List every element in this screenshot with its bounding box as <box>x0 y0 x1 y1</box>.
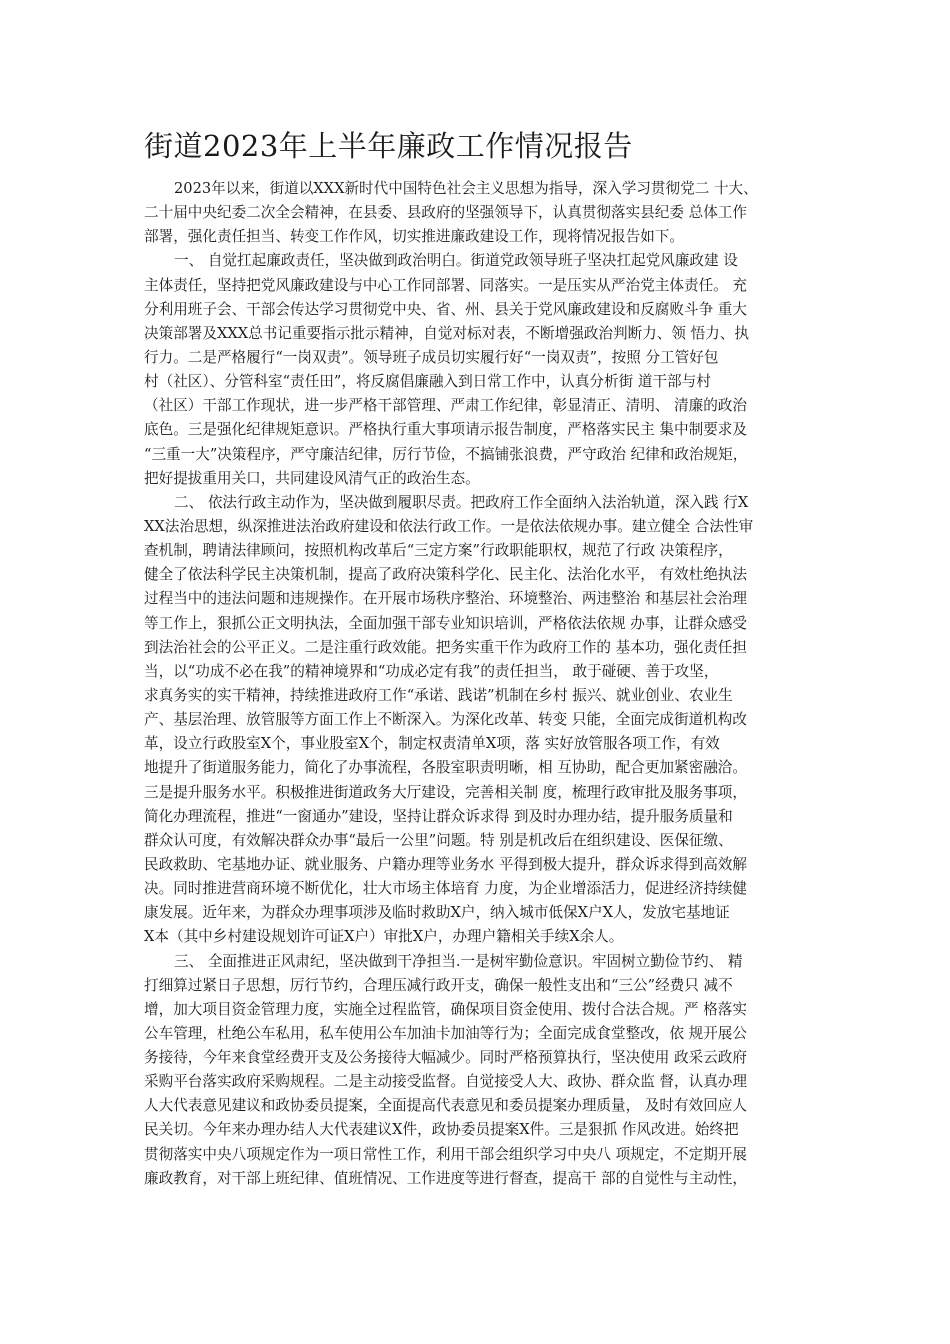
paragraph-line: 增，加大项目资金管理力度，实施全过程监管，确保项目资金使用、拨付合法合规。严 格落实 <box>144 1000 747 1018</box>
paragraph-line: 地提升了街道服务能力，简化了办事流程，各股室职责明晰，相 互协助，配合更加紧密融洽。 <box>144 759 747 777</box>
paragraph-line: 二、 依法行政主动作为，坚决做到履职尽责。把政府工作全面纳入法治轨道，深入践 行X <box>174 493 749 511</box>
paragraph-line: “三重一大”决策程序，严守廉洁纪律，厉行节俭，不搞铺张浪费，严守政治 纪律和政治规矩， <box>144 445 748 463</box>
paragraph-line: 行力。二是严格履行“一岗双责”。领导班子成员切实履行好“一岗双责”，按照 分工管好包 <box>144 348 719 366</box>
paragraph-line: 分利用班子会、干部会传达学习贯彻党中央、省、州、县关于党风廉政建设和反腐败斗争 重大 <box>144 300 747 318</box>
paragraph-line: 革，设立行政股室X个，事业股室X个，制定权责清单X项，落 实好放管服各项工作，有效 <box>144 735 720 753</box>
paragraph-line: 三、 全面推进正风肃纪，坚决做到干净担当.一是树牢勤俭意识。牢固树立勤俭节约、 精 <box>174 952 743 970</box>
paragraph-line: 产、基层治理、放管服等方面工作上不断深入。为深化改革、转变 只能，全面完成街道机构改 <box>144 711 747 729</box>
paragraph-line: 部署，强化责任担当、转变工作作风，切实推进廉政建设工作，现将情况报告如下。 <box>144 228 684 246</box>
paragraph-line: 廉政教育，对干部上班纪律、值班情况、工作进度等进行督查，提高干 部的自觉性与主动性， <box>144 1169 747 1187</box>
paragraph-line: 查机制，聘请法律顾问，按照机构改革后“三定方案”行政职能职权，规范了行政 决策程序， <box>144 542 733 560</box>
paragraph-line: 底色。三是强化纪律规矩意识。严格执行重大事项请示报告制度，严格落实民主 集中制要求及 <box>144 421 747 439</box>
paragraph-line: 群众认可度，有效解决群众办事“最后一公里”问题。特 别是机改后在组织建设、医保征缴、 <box>144 831 733 849</box>
paragraph-line: 当，以“功成不必在我”的精神境界和“功成必定有我”的责任担当， 敢于碰硬、善于攻坚， <box>144 662 719 680</box>
paragraph <box>144 249 820 490</box>
paragraph-line: 采购平台落实政府采购规程。二是主动接受监督。自觉接受人大、政协、群众监 督，认真办理 <box>144 1073 747 1091</box>
paragraph-line: 康发展。近年来，为群众办理事项涉及临时救助X户，纳入城市低保X户X人，发放宅基地证 <box>144 904 730 922</box>
paragraph-line: 民政救助、宅基地办证、就业服务、户籍办理等业务水 平得到极大提升，群众诉求得到高效解 <box>144 855 747 873</box>
paragraph-line: 到法治社会的公平正义。二是注重行政效能。把务实重干作为政府工作的 基本功，强化责任担 <box>144 638 747 656</box>
paragraph-line: XX法治思想，纵深推进法治政府建设和依法行政工作。一是依法依规办事。建立健全 合法性审 <box>144 517 754 535</box>
paragraph-line: 务接待，今年来食堂经费开支及公务接待大幅减少。同时严格预算执行，坚决使用 政采云政府 <box>144 1049 747 1067</box>
paragraph <box>144 491 820 950</box>
paragraph-line: 村（社区）、分管科室“责任田”，将反腐倡廉融入到日常工作中，认真分析街 道干部与村 <box>144 373 711 391</box>
document-title: 街道2023年上半年廉政工作情况报告 <box>144 129 633 163</box>
paragraph-line: 民关切。今年来办理办结人大代表建议X件，政协委员提案X件。三是狠抓 作风改进。始终把 <box>144 1121 739 1139</box>
paragraph-line: 公车管理，杜绝公车私用，私车使用公车加油卡加油等行为；全面完成食堂整改，依 规开展公 <box>144 1024 747 1042</box>
paragraph-line: 把好提拔重用关口，共同建设风清气正的政治生态。 <box>144 469 480 487</box>
paragraph-line: X本（其中乡村建设规划许可证X户）审批X户，办理户籍相关手续X余人。 <box>144 928 624 946</box>
paragraph-line: 健全了依法科学民主决策机制，提高了政府决策科学化、民主化、法治化水平， 有效杜绝执法 <box>144 566 747 584</box>
paragraph <box>144 177 820 249</box>
paragraph-line: 等工作上，狠抓公正文明执法，全面加强干部专业知识培训，严格依法依规 办事，让群众感受 <box>144 614 747 632</box>
paragraph-line: （社区）干部工作现状，进一步严格干部管理、严肃工作纪律，彰显清正、清明、 清廉的政治 <box>144 397 747 415</box>
paragraph-line: 打细算过紧日子思想，厉行节约，合理压减行政开支，确保一般性支出和“三公”经费只 减不 <box>144 976 733 994</box>
paragraph-line: 一、 自觉扛起廉政责任，坚决做到政治明白。街道党政领导班子坚决扛起党风廉政建 设 <box>174 252 738 270</box>
paragraph-line: 三是提升服务水平。积极推进街道政务大厅建设，完善相关制 度，梳理行政审批及服务事项， <box>144 783 747 801</box>
paragraph-line: 过程当中的违法问题和违规操作。在开展市场秩序整治、环境整治、两违整治 和基层社会治理 <box>144 590 747 608</box>
paragraph-line: 求真务实的实干精神，持续推进政府工作“承诺、践诺”机制在乡村 振兴、就业创业、农业生 <box>144 686 733 704</box>
paragraph <box>144 950 820 1191</box>
paragraph-line: 决策部署及XXX总书记重要指示批示精神，自觉对标对表，不断增强政治判断力、领 悟力、执 <box>144 324 749 342</box>
paragraph-line: 决。同时推进营商环境不断优化，壮大市场主体培育 力度，为企业增添活力，促进经济持续健 <box>144 880 747 898</box>
paragraph-line: 2023年以来，街道以XXX新时代中国特色社会主义思想为指导，深入学习贯彻党二 十大、 <box>174 180 758 197</box>
document-body <box>144 177 820 1191</box>
paragraph-line: 二十届中央纪委二次全会精神，在县委、县政府的坚强领导下，认真贯彻落实县纪委 总体工作 <box>144 204 747 222</box>
paragraph-line: 人大代表意见建议和政协委员提案，全面提高代表意见和委员提案办理质量， 及时有效回应人 <box>144 1097 747 1115</box>
paragraph-line: 简化办理流程，推进“一窗通办”建设，坚持让群众诉求得 到及时办理办结，提升服务质量和 <box>144 807 733 825</box>
paragraph-line: 贯彻落实中央八项规定作为一项日常性工作，利用干部会组织学习中央八 项规定，不定期开展 <box>144 1145 747 1163</box>
paragraph-line: 主体责任，坚持把党风廉政建设与中心工作同部署、同落实。一是压实从严治党主体责任。 充 <box>144 276 747 294</box>
